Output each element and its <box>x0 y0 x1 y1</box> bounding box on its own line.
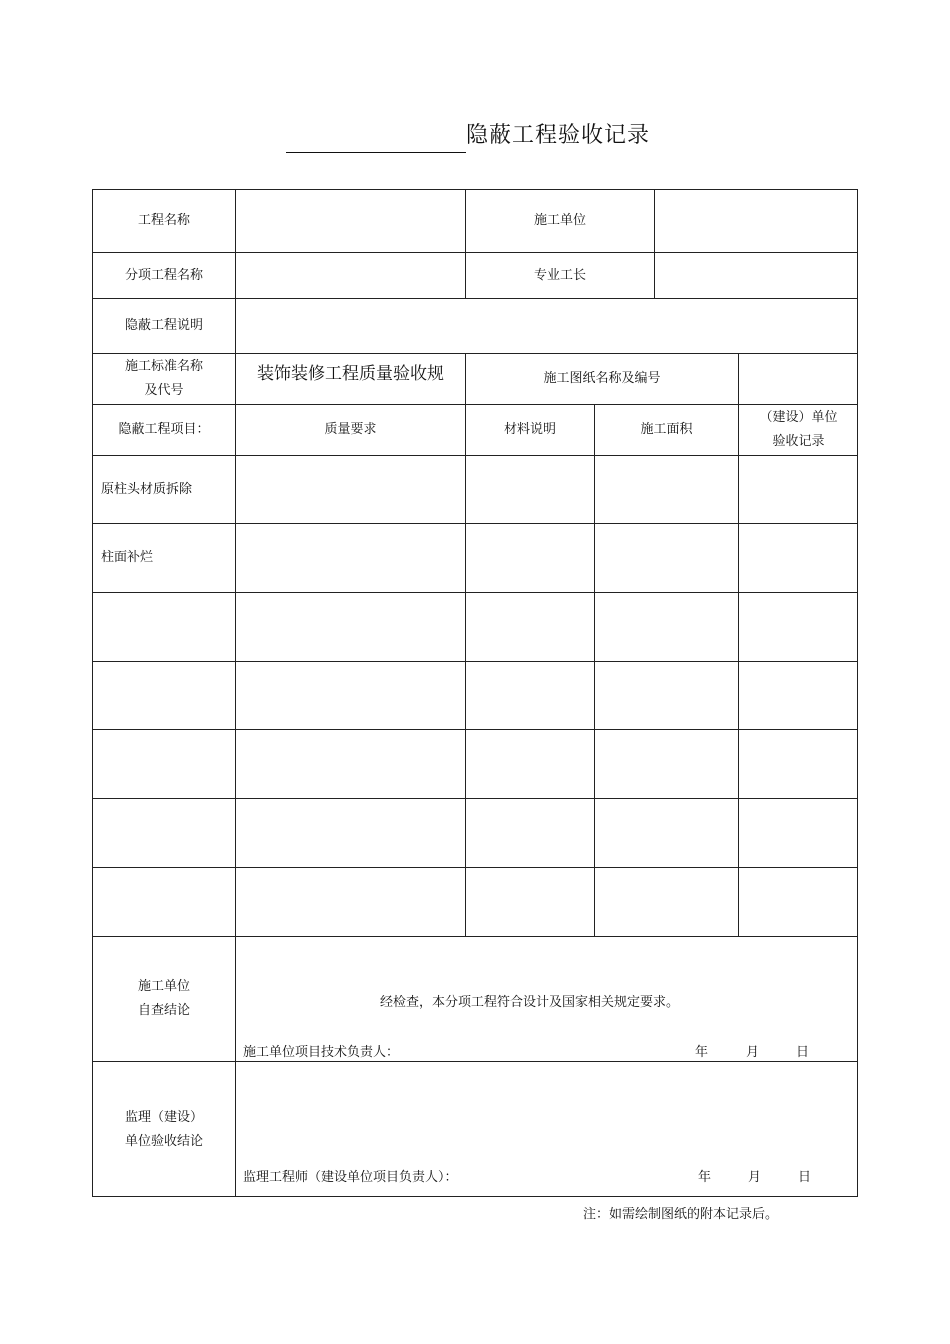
row-item-cell[interactable]: 柱面补烂 <box>92 523 235 592</box>
self-check-month: 月 <box>746 1045 760 1060</box>
construction-unit-label: 施工单位 <box>465 189 654 252</box>
row-item-cell[interactable] <box>92 798 235 867</box>
row-material-cell[interactable] <box>465 729 594 798</box>
row-area-cell[interactable] <box>594 661 738 730</box>
self-check-year: 年 <box>695 1045 709 1060</box>
self-check-label: 施工单位 自查结论 <box>92 936 235 1061</box>
row-material-cell[interactable] <box>465 867 594 936</box>
row-item-cell[interactable] <box>92 867 235 936</box>
column-header-record: （建设）单位 验收记录 <box>738 404 858 455</box>
page-title: 隐蔽工程验收记录 <box>466 123 651 148</box>
row-item-cell[interactable] <box>92 592 235 661</box>
row-area-cell[interactable] <box>594 455 738 524</box>
self-check-day: 日 <box>796 1045 810 1060</box>
row-material-cell[interactable] <box>465 523 594 592</box>
row-record-cell[interactable] <box>738 592 858 661</box>
row-quality-cell[interactable] <box>235 798 465 867</box>
description-label: 隐蔽工程说明 <box>92 298 235 353</box>
drawing-label: 施工图纸名称及编号 <box>465 353 738 404</box>
row-record-cell[interactable] <box>738 867 858 936</box>
supervision-month: 月 <box>748 1170 762 1185</box>
row-quality-cell[interactable] <box>235 455 465 524</box>
row-item-cell[interactable]: 原柱头材质拆除 <box>92 455 235 524</box>
row-material-cell[interactable] <box>465 798 594 867</box>
column-header-item: 隐蔽工程项目： <box>92 404 235 455</box>
row-material-cell[interactable] <box>465 455 594 524</box>
row-area-cell[interactable] <box>594 867 738 936</box>
row-item-cell[interactable] <box>92 661 235 730</box>
project-name-field[interactable] <box>235 189 465 252</box>
supervision-year: 年 <box>698 1170 712 1185</box>
footnote: 注：如需绘制图纸的附本记录后。 <box>583 1207 779 1222</box>
row-quality-cell[interactable] <box>235 661 465 730</box>
column-header-quality: 质量要求 <box>235 404 465 455</box>
row-record-cell[interactable] <box>738 523 858 592</box>
supervision-label: 监理（建设） 单位验收结论 <box>92 1061 235 1197</box>
row-quality-cell[interactable] <box>235 592 465 661</box>
standard-label: 施工标准名称 及代号 <box>92 353 235 404</box>
row-item-cell[interactable] <box>92 729 235 798</box>
column-header-material: 材料说明 <box>465 404 594 455</box>
row-material-cell[interactable] <box>465 661 594 730</box>
subproject-label: 分项工程名称 <box>92 252 235 298</box>
standard-field[interactable]: 装饰装修工程质量验收规 <box>235 353 465 404</box>
row-area-cell[interactable] <box>594 592 738 661</box>
row-area-cell[interactable] <box>594 523 738 592</box>
row-material-cell[interactable] <box>465 592 594 661</box>
drawing-field[interactable] <box>738 353 858 404</box>
self-check-signer-label: 施工单位项目技术负责人： <box>243 1045 400 1060</box>
description-field[interactable] <box>235 298 858 353</box>
row-quality-cell[interactable] <box>235 523 465 592</box>
row-area-cell[interactable] <box>594 798 738 867</box>
row-record-cell[interactable] <box>738 455 858 524</box>
foreman-label: 专业工长 <box>465 252 654 298</box>
construction-unit-field[interactable] <box>654 189 858 252</box>
self-check-conclusion: 经检查，本分项工程符合设计及国家相关规定要求。 <box>380 995 680 1010</box>
title-underline <box>286 152 466 153</box>
project-name-label: 工程名称 <box>92 189 235 252</box>
column-header-area: 施工面积 <box>594 404 738 455</box>
foreman-field[interactable] <box>654 252 858 298</box>
row-area-cell[interactable] <box>594 729 738 798</box>
row-record-cell[interactable] <box>738 798 858 867</box>
row-quality-cell[interactable] <box>235 867 465 936</box>
supervision-day: 日 <box>798 1170 812 1185</box>
row-record-cell[interactable] <box>738 661 858 730</box>
subproject-field[interactable] <box>235 252 465 298</box>
row-quality-cell[interactable] <box>235 729 465 798</box>
row-record-cell[interactable] <box>738 729 858 798</box>
supervision-signer-label: 监理工程师（建设单位项目负责人）： <box>243 1170 458 1185</box>
